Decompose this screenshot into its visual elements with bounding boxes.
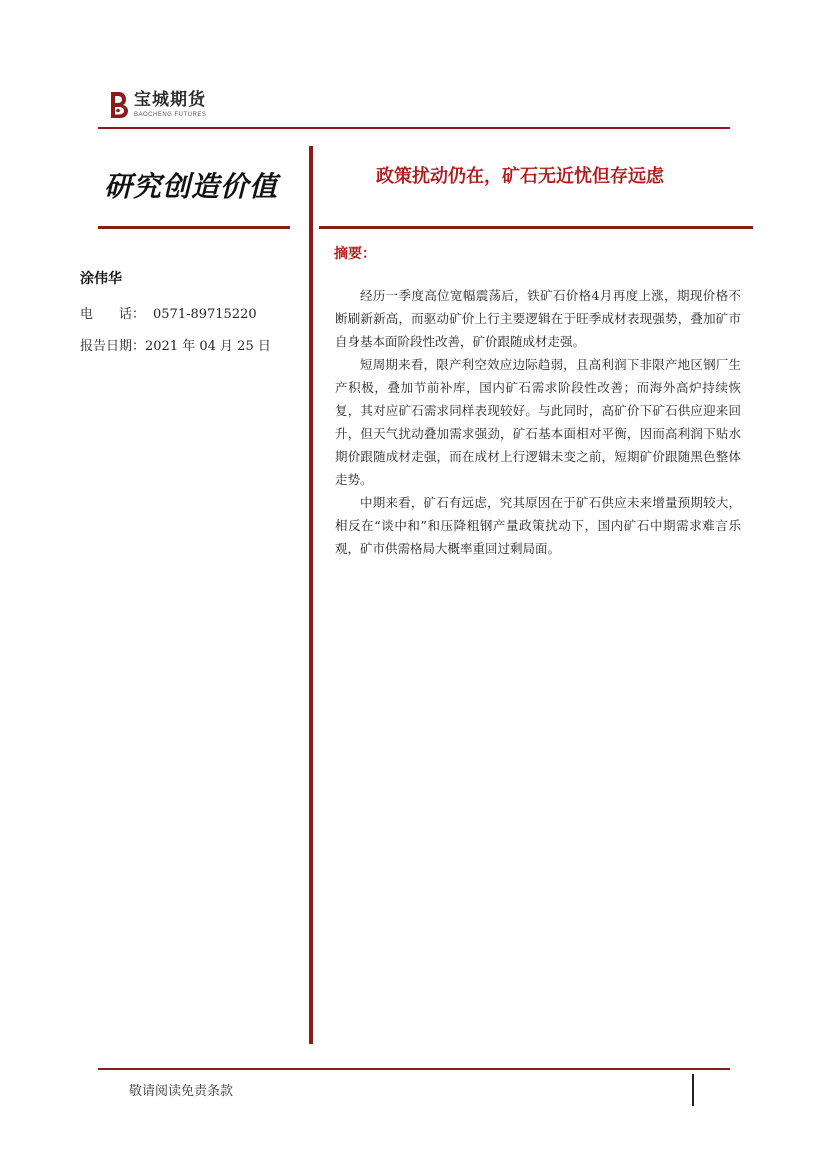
phone-label: 电 话： [80,307,146,322]
abstract-body [335,284,741,560]
footer-page-marker [692,1074,694,1106]
title-underline [319,226,753,229]
disclaimer-link[interactable]: 敬请阅读免责条款 [129,1084,234,1099]
slogan: 研究创造价值 [104,170,279,203]
company-logo [108,88,206,122]
footer-divider [98,1068,730,1070]
date-label: 报告日期： [80,339,146,354]
logo-chinese-name: 宝城期货 [134,90,206,110]
column-divider [309,146,313,1044]
phone-number: 0571-89715220 [153,307,257,322]
header-divider [98,127,730,129]
author-phone [80,303,257,322]
date-value: 2021 年 04 月 25 日 [145,339,271,354]
abstract-paragraph: 经历一季度高位宽幅震荡后，铁矿石价格4月再度上涨，期现价格不断刷新新高，而驱动矿价上行主要逻辑在于旺季成材表现强势，叠加矿市自身基本面阶段性改善，矿价跟随成材走强。 [335,288,741,349]
logo-english-name: BAOCHENG FUTURES [134,112,207,118]
slogan-underline [98,226,290,229]
abstract-label: 摘要： [334,246,376,262]
report-date [80,335,271,354]
baocheng-logo-icon [108,90,130,120]
author-name: 涂伟华 [80,271,122,287]
abstract-paragraph: 短周期来看，限产利空效应边际趋弱，且高利润下非限产地区钢厂生产积极，叠加节前补库，国内矿石需求阶段性改善；而海外高炉持续恢复，其对应矿石需求同样表现较好。与此同时，高矿价下矿石供应迎来回升，但天气扰动叠加需求强劲，矿石基本面相对平衡，因而高利润下贴水期价跟随成材走强，而在成材上行逻辑未变之前，短期矿价跟随黑色整体走势。 [335,357,741,487]
report-title: 政策扰动仍在，矿石无近忧但存远虑 [376,166,664,187]
abstract-paragraph: 中期来看，矿石有远虑，究其原因在于矿石供应未来增量预期较大，相反在“谈中和”和压降粗钢产量政策扰动下，国内矿石中期需求难言乐观，矿市供需格局大概率重回过剩局面。 [335,495,741,556]
